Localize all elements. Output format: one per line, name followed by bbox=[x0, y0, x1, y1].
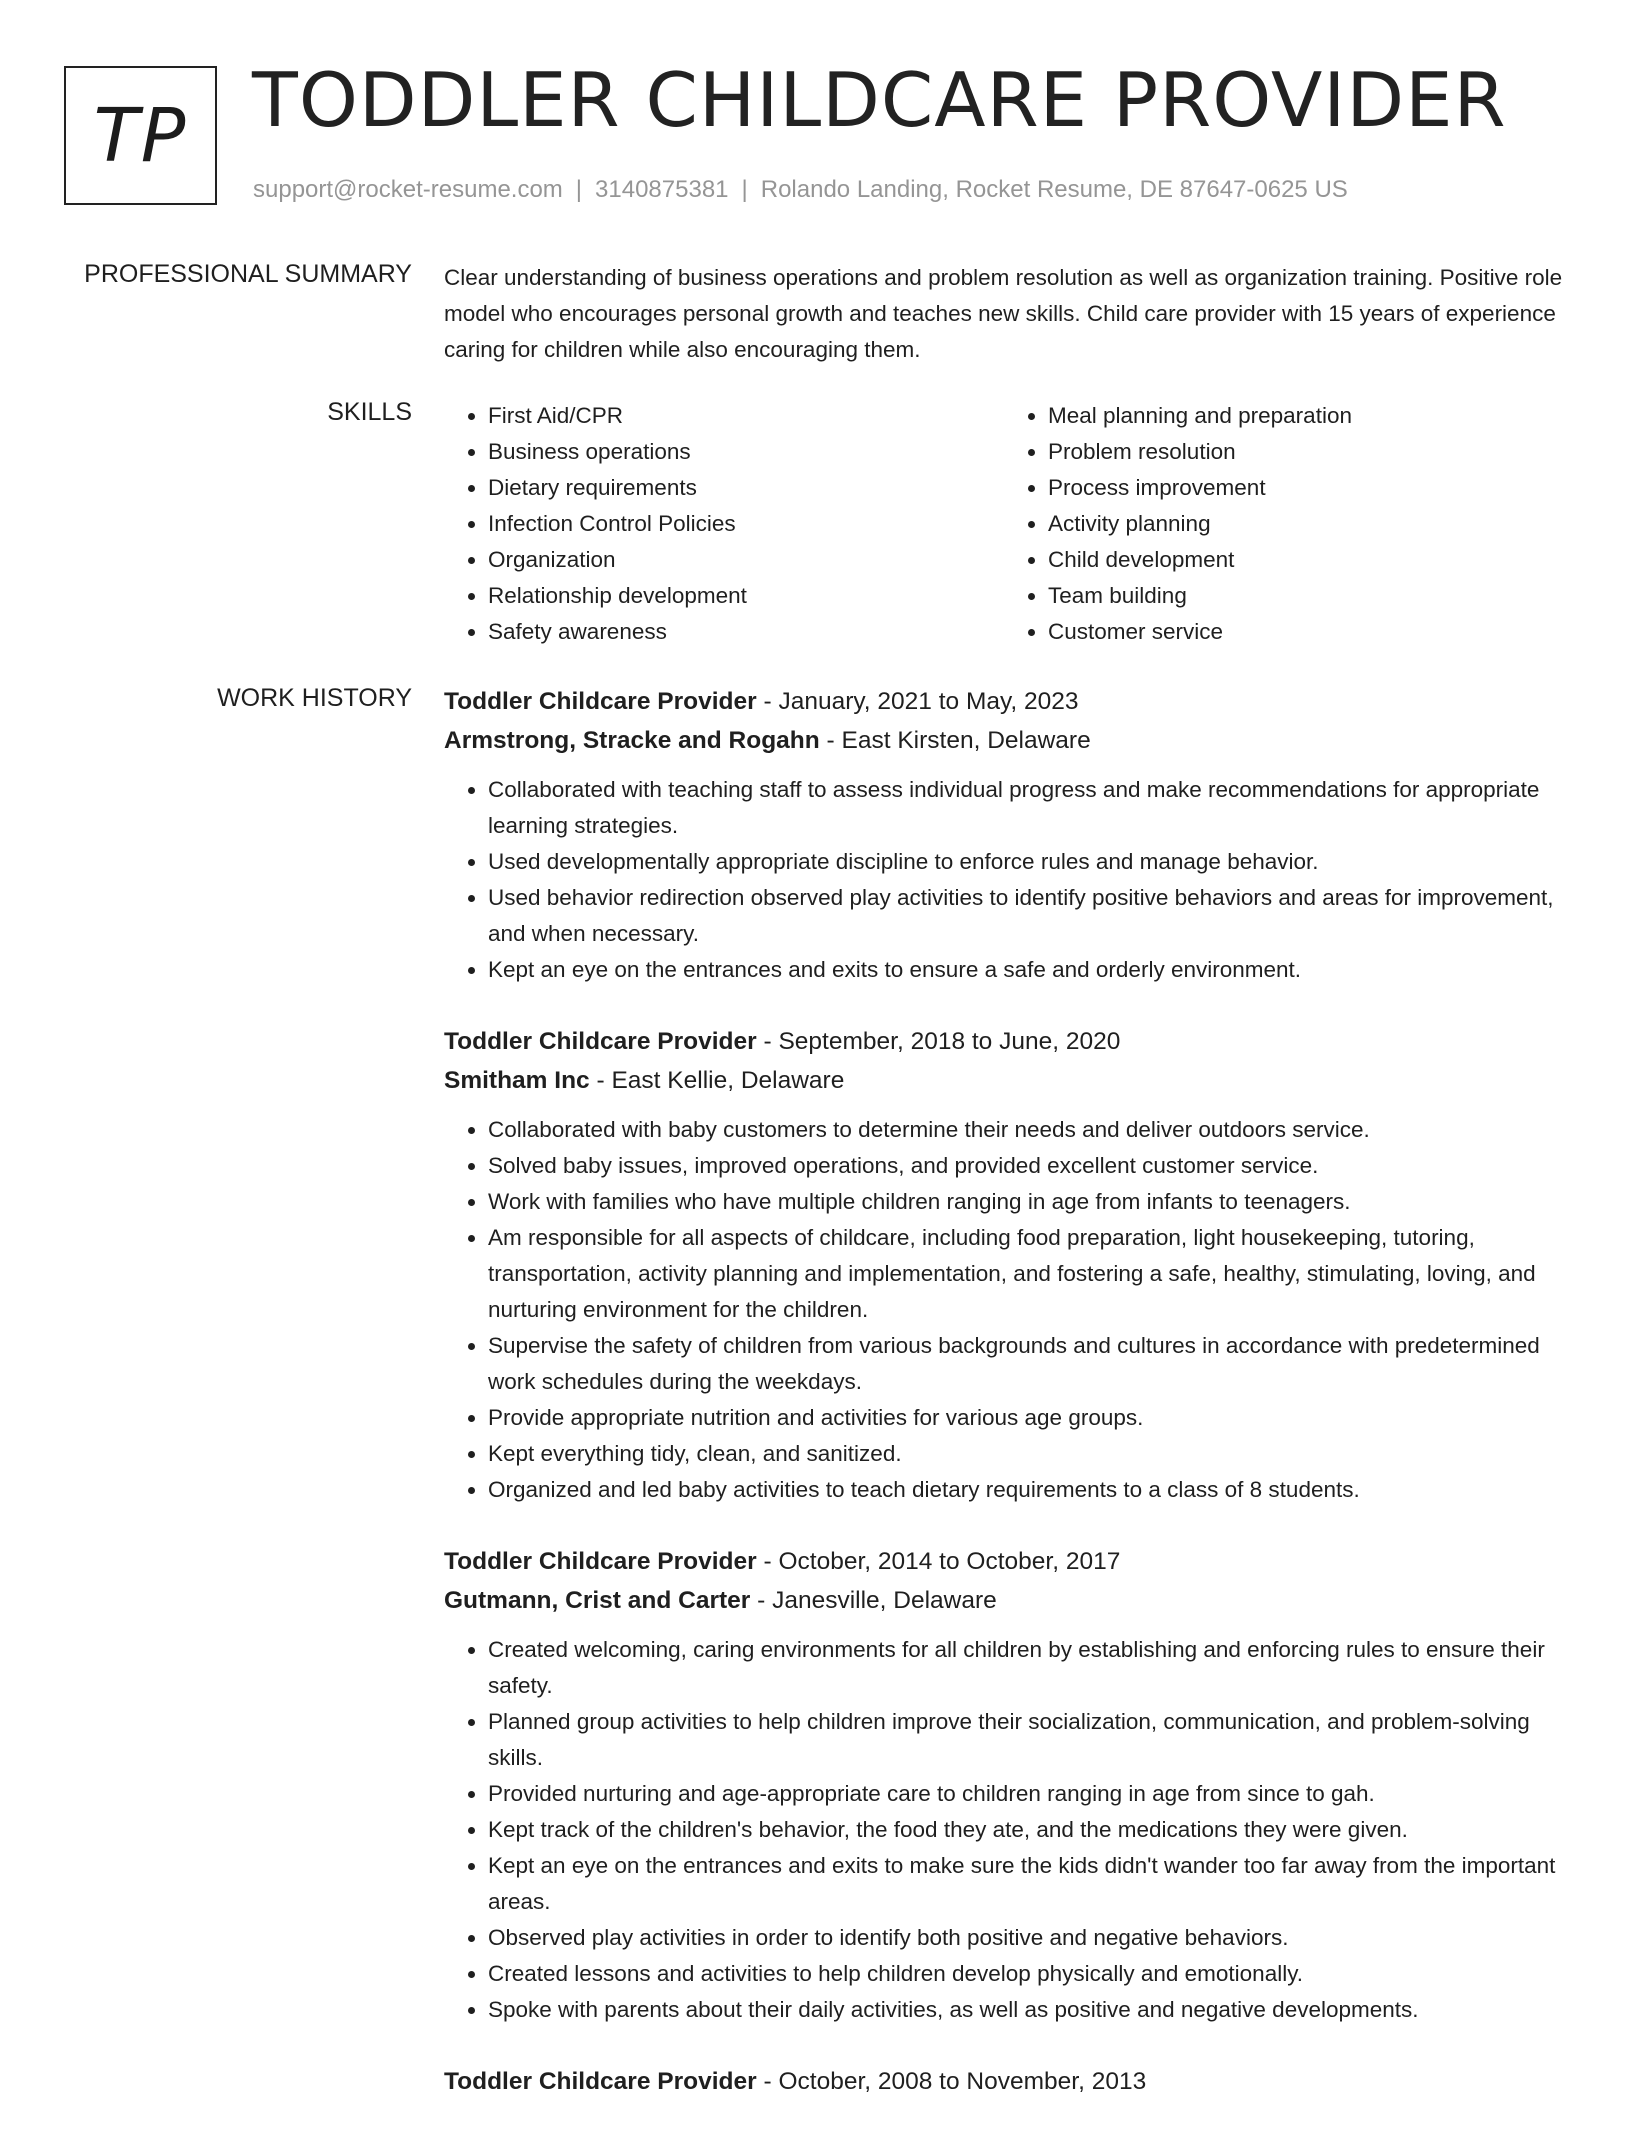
job-entry bbox=[444, 2062, 1564, 2101]
list-item: • Activity planning bbox=[1048, 506, 1564, 542]
skills-list-right bbox=[1004, 398, 1564, 650]
job-title-line bbox=[444, 2062, 1564, 2101]
job-employer-line bbox=[444, 1061, 1564, 1100]
summary-body bbox=[444, 260, 1564, 368]
summary-text: Clear understanding of business operations and problem resolution as well as organization training. Positive role model who encourages personal growth and teaches new skills. Child care provider with 15 years of experience caring for children while also encouraging them. bbox=[444, 265, 1563, 362]
contact-phone: 3140875381 bbox=[595, 176, 729, 203]
job-location: - Janesville, Delaware bbox=[750, 1587, 997, 1614]
list-item: • Problem resolution bbox=[1048, 434, 1564, 470]
job-duties-list bbox=[444, 1632, 1564, 2028]
job-entry bbox=[444, 1022, 1564, 1508]
list-item: • Customer service bbox=[1048, 614, 1564, 650]
list-item: • Used developmentally appropriate discipline to enforce rules and manage behavior. bbox=[488, 844, 1564, 880]
job-title-line bbox=[444, 1022, 1564, 1061]
job-title: Toddler Childcare Provider bbox=[444, 1548, 757, 1575]
resume-name: TODDLER CHILDCARE PROVIDER bbox=[252, 56, 1507, 144]
job-title: Toddler Childcare Provider bbox=[444, 2068, 757, 2095]
list-item: • Used behavior redirection observed play activities to identify positive behaviors and areas for improvement, and when necessary. bbox=[488, 880, 1564, 952]
job-dates: - January, 2021 to May, 2023 bbox=[756, 688, 1079, 715]
list-item: • Business operations bbox=[488, 434, 1004, 470]
list-item: • Created lessons and activities to help children develop physically and emotionally. bbox=[488, 1956, 1564, 1992]
list-item: • Relationship development bbox=[488, 578, 1004, 614]
job-entry bbox=[444, 1542, 1564, 2028]
contact-email: support@rocket-resume.com bbox=[253, 176, 563, 203]
list-item: • First Aid/CPR bbox=[488, 398, 1004, 434]
list-item: • Team building bbox=[1048, 578, 1564, 614]
list-item: • Kept an eye on the entrances and exits to make sure the kids didn't wander too far away from the important areas. bbox=[488, 1848, 1564, 1920]
list-item: • Provide appropriate nutrition and activities for various age groups. bbox=[488, 1400, 1564, 1436]
monogram-initials: TP bbox=[93, 92, 188, 179]
list-item: • Child development bbox=[1048, 542, 1564, 578]
list-item: • Organized and led baby activities to teach dietary requirements to a class of 8 students. bbox=[488, 1472, 1564, 1508]
list-item: • Observed play activities in order to identify both positive and negative behaviors. bbox=[488, 1920, 1564, 1956]
job-dates: - October, 2014 to October, 2017 bbox=[756, 1548, 1121, 1575]
list-item: • Supervise the safety of children from various backgrounds and cultures in accordance with predetermined work schedules during the weekdays. bbox=[488, 1328, 1564, 1400]
list-item: • Kept track of the children's behavior, the food they ate, and the medications they were given. bbox=[488, 1812, 1564, 1848]
job-employer: Gutmann, Crist and Carter bbox=[444, 1587, 751, 1614]
job-dates: - September, 2018 to June, 2020 bbox=[756, 1028, 1121, 1055]
list-item: • Safety awareness bbox=[488, 614, 1004, 650]
list-item: • Kept an eye on the entrances and exits to ensure a safe and orderly environment. bbox=[488, 952, 1564, 988]
job-duties-list bbox=[444, 772, 1564, 988]
contact-line bbox=[253, 176, 1348, 204]
list-item: • Spoke with parents about their daily activities, as well as positive and negative developments. bbox=[488, 1992, 1564, 2028]
list-item: • Planned group activities to help children improve their socialization, communication, and problem-solving skills. bbox=[488, 1704, 1564, 1776]
job-employer: Smitham Inc bbox=[444, 1067, 590, 1094]
list-item: • Created welcoming, caring environments for all children by establishing and enforcing rules to ensure their safety. bbox=[488, 1632, 1564, 1704]
list-item: • Organization bbox=[488, 542, 1004, 578]
job-location: - East Kellie, Delaware bbox=[589, 1067, 845, 1094]
job-entry bbox=[444, 682, 1564, 988]
job-duties-list bbox=[444, 1112, 1564, 1508]
job-title-line bbox=[444, 1542, 1564, 1581]
list-item: • Dietary requirements bbox=[488, 470, 1004, 506]
list-item: • Infection Control Policies bbox=[488, 506, 1004, 542]
list-item: • Collaborated with baby customers to determine their needs and deliver outdoors service. bbox=[488, 1112, 1564, 1148]
list-item: • Provided nurturing and age-appropriate care to children ranging in age from since to gah. bbox=[488, 1776, 1564, 1812]
list-item: • Collaborated with teaching staff to assess individual progress and make recommendations for appropriate learning strategies. bbox=[488, 772, 1564, 844]
work-history-heading: WORK HISTORY bbox=[217, 684, 412, 712]
list-item: • Meal planning and preparation bbox=[1048, 398, 1564, 434]
list-item: • Kept everything tidy, clean, and sanitized. bbox=[488, 1436, 1564, 1472]
job-title-line bbox=[444, 682, 1564, 721]
list-item: • Work with families who have multiple children ranging in age from infants to teenagers. bbox=[488, 1184, 1564, 1220]
work-history-body bbox=[444, 682, 1564, 2135]
list-item: • Process improvement bbox=[1048, 470, 1564, 506]
contact-separator: | bbox=[575, 176, 583, 203]
job-title: Toddler Childcare Provider bbox=[444, 1028, 757, 1055]
skills-body bbox=[444, 398, 1564, 650]
contact-separator: | bbox=[741, 176, 748, 203]
job-dates: - October, 2008 to November, 2013 bbox=[756, 2068, 1147, 2095]
contact-address: Rolando Landing, Rocket Resume, DE 87647-0625 US bbox=[760, 176, 1348, 203]
list-item: • Solved baby issues, improved operations, and provided excellent customer service. bbox=[488, 1148, 1564, 1184]
monogram-box bbox=[64, 66, 217, 205]
job-title: Toddler Childcare Provider bbox=[444, 688, 757, 715]
list-item: • Am responsible for all aspects of childcare, including food preparation, light housekeeping, tutoring, transportation, activity planning and implementation, and fostering a safe, healthy, stimulating, loving, and nurturing environment for the children. bbox=[488, 1220, 1564, 1328]
job-employer: Armstrong, Stracke and Rogahn bbox=[444, 727, 820, 754]
job-employer-line bbox=[444, 721, 1564, 760]
skills-list-left bbox=[444, 398, 1004, 650]
job-employer-line bbox=[444, 1581, 1564, 1620]
skills-heading: SKILLS bbox=[327, 398, 412, 426]
job-location: - East Kirsten, Delaware bbox=[819, 727, 1091, 754]
summary-heading: PROFESSIONAL SUMMARY bbox=[84, 260, 412, 288]
